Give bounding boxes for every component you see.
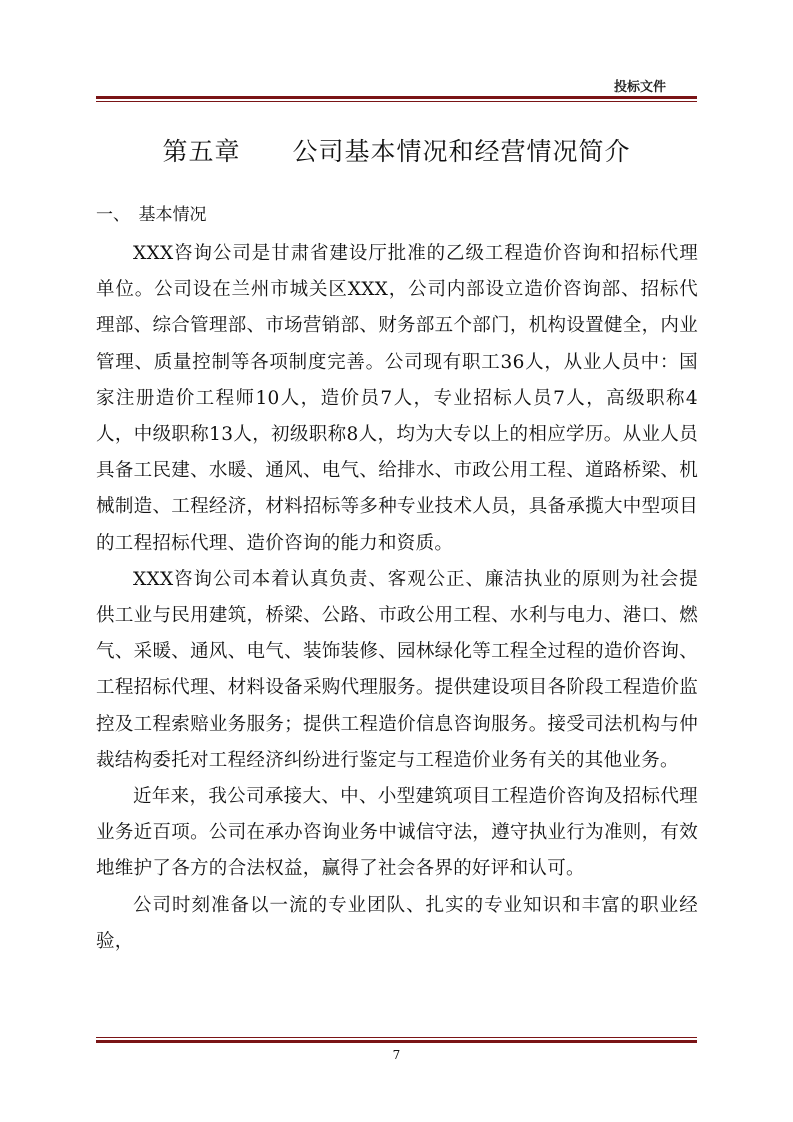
footer-rule-thick [96, 1040, 697, 1043]
chapter-title: 第五章 公司基本情况和经营情况简介 [162, 137, 631, 166]
body-text [96, 236, 698, 960]
page-number: 7 [392, 1048, 401, 1062]
paragraph-recent-projects: 近年来，我公司承接大、中、小型建筑项目工程造价咨询及招标代理业务近百项。公司在承办咨询业务中诚信守法，遵守执业行为准则，有效地维护了各方的合法权益，赢得了社会各界的好评和认可。 [96, 786, 698, 880]
paragraph-team: 公司时刻准备以一流的专业团队、扎实的专业知识和丰富的职业经验， [96, 894, 698, 952]
paragraph-services: XXX咨询公司本着认真负责、客观公正、廉洁执业的原则为社会提供工业与民用建筑，桥梁、公路、市政公用工程、水利与电力、港口、燃气、采暖、通风、电气、装饰装修、园林绿化等工程全过程的造价咨询、工程招标代理、材料设备采购代理服务。提供建设项目各阶段工程造价监控及工程索赔业务服务；提供工程造价信息咨询服务。接受司法机构与仲裁结构委托对工程经济纠纷进行鉴定与工程造价业务有关的其他业务。 [96, 568, 698, 771]
header-label: 投标文件 [613, 80, 666, 95]
paragraph-basic-info: XXX咨询公司是甘肃省建设厅批准的乙级工程造价咨询和招标代理单位。公司设在兰州市城关区XXX，公司内部设立造价咨询部、招标代理部、综合管理部、市场营销部、财务部五个部门，机构设置健全，内业管理、质量控制等各项制度完善。公司现有职工36人，从业人员中：国家注册造价工程师10人，造价员7人，专业招标人员7人，高级职称4人，中级职称13人，初级职称8人，均为大专以上的相应学历。从业人员具备工民建、水暖、通风、电气、给排水、市政公用工程、道路桥梁、机械制造、工程经济，材料招标等多种专业技术人员，具备承揽大中型项目的工程招标代理、造价咨询的能力和资质。 [96, 243, 698, 554]
section-heading: 一、 基本情况 [96, 205, 207, 225]
header-rule-thin [96, 101, 697, 102]
footer-rule-thin [96, 1037, 697, 1038]
header-rule-thick [96, 96, 697, 99]
